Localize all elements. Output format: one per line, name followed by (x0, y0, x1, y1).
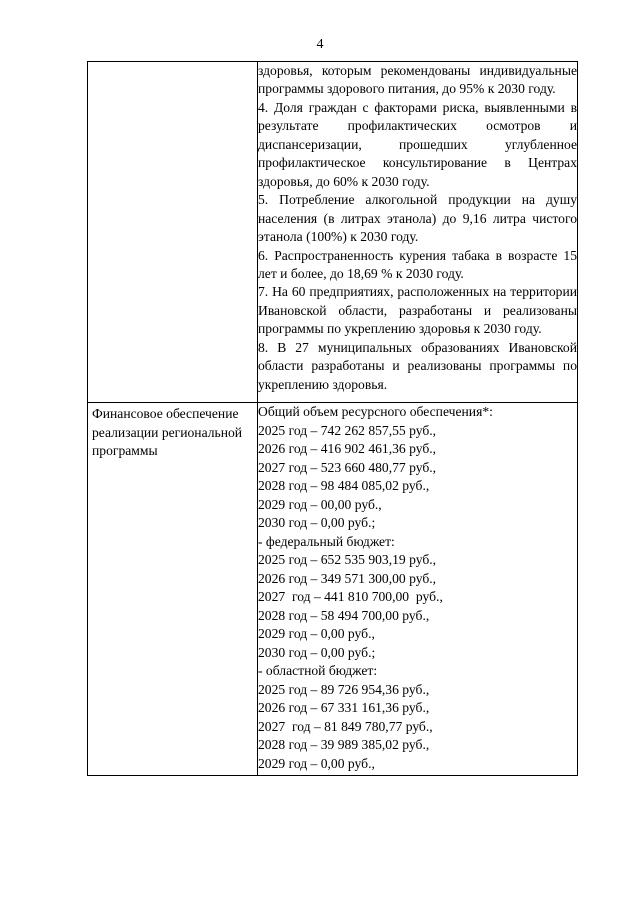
financing-line: 2028 год – 39 989 385,02 руб., (258, 737, 430, 753)
financing-line: 2029 год – 0,00 руб., (258, 755, 375, 771)
financing-line: 2030 год – 0,00 руб.; (258, 644, 376, 660)
financing-line: 2026 год – 67 331 161,36 руб., (258, 700, 430, 716)
financing-line: 2027 год – 81 849 780,77 руб., (258, 718, 433, 734)
financing-line: - федеральный бюджет: (258, 533, 395, 549)
financing-line: 2030 год – 0,00 руб.; (258, 515, 376, 531)
financing-line: 2028 год – 58 494 700,00 руб., (258, 607, 430, 623)
indicator-paragraph: 4. Доля граждан с факторами риска, выявленными в результате профилактических осмотров и диспансеризации, прошедших углубленное профилактическое консультирование в Центрах здоровья, до 60% к 2030 году. (258, 99, 577, 189)
indicator-paragraph: 6. Распространенность курения табака в возрасте 15 лет и более, до 18,69 % к 2030 году. (258, 247, 577, 281)
financing-line: 2025 год – 89 726 954,36 руб., (258, 681, 430, 697)
financing-line: 2026 год – 349 571 300,00 руб., (258, 570, 437, 586)
program-passport-table (87, 61, 578, 776)
financing-line: 2029 год – 00,00 руб., (258, 496, 382, 512)
table-row-indicators (88, 62, 578, 403)
indicator-paragraph: здоровья, которым рекомендованы индивидуальные программы здорового питания, до 95% к 2030 году. (258, 63, 577, 97)
indicator-paragraph: 7. На 60 предприятиях, расположенных на территории Ивановской области, разработаны и реализованы программы по укреплению здоровья к 2030 году. (258, 284, 577, 337)
row2-content-cell (258, 403, 578, 776)
financing-line: - областной бюджет: (258, 663, 378, 679)
financing-line: 2027 год – 523 660 480,77 руб., (258, 459, 437, 475)
table-row-financing (88, 403, 578, 776)
financing-line: Общий объем ресурсного обеспечения*: (258, 404, 493, 420)
row1-label (88, 62, 257, 64)
financing-line: 2025 год – 652 535 903,19 руб., (258, 552, 437, 568)
financing-line: 2028 год – 98 484 085,02 руб., (258, 478, 430, 494)
page-number: 4 (316, 37, 324, 52)
row1-content-cell (258, 62, 578, 403)
financing-line: 2026 год – 416 902 461,36 руб., (258, 441, 437, 457)
indicator-paragraph: 5. Потребление алкогольной продукции на душу населения (в литрах этанола) до 9,16 литра чистого этанола (100%) к 2030 году. (258, 192, 577, 245)
financing-label: Финансовое обеспечение реализации региональной программы (92, 406, 243, 459)
indicator-paragraph: 8. В 27 муниципальных образованиях Ивановской области разработаны и реализованы программы по укреплению здоровья. (258, 339, 577, 392)
row2-label-cell (88, 403, 258, 776)
row1-label-cell (88, 62, 258, 403)
financing-line: 2025 год – 742 262 857,55 руб., (258, 422, 437, 438)
financing-line: 2027 год – 441 810 700,00 руб., (258, 589, 443, 605)
financing-line: 2029 год – 0,00 руб., (258, 626, 375, 642)
